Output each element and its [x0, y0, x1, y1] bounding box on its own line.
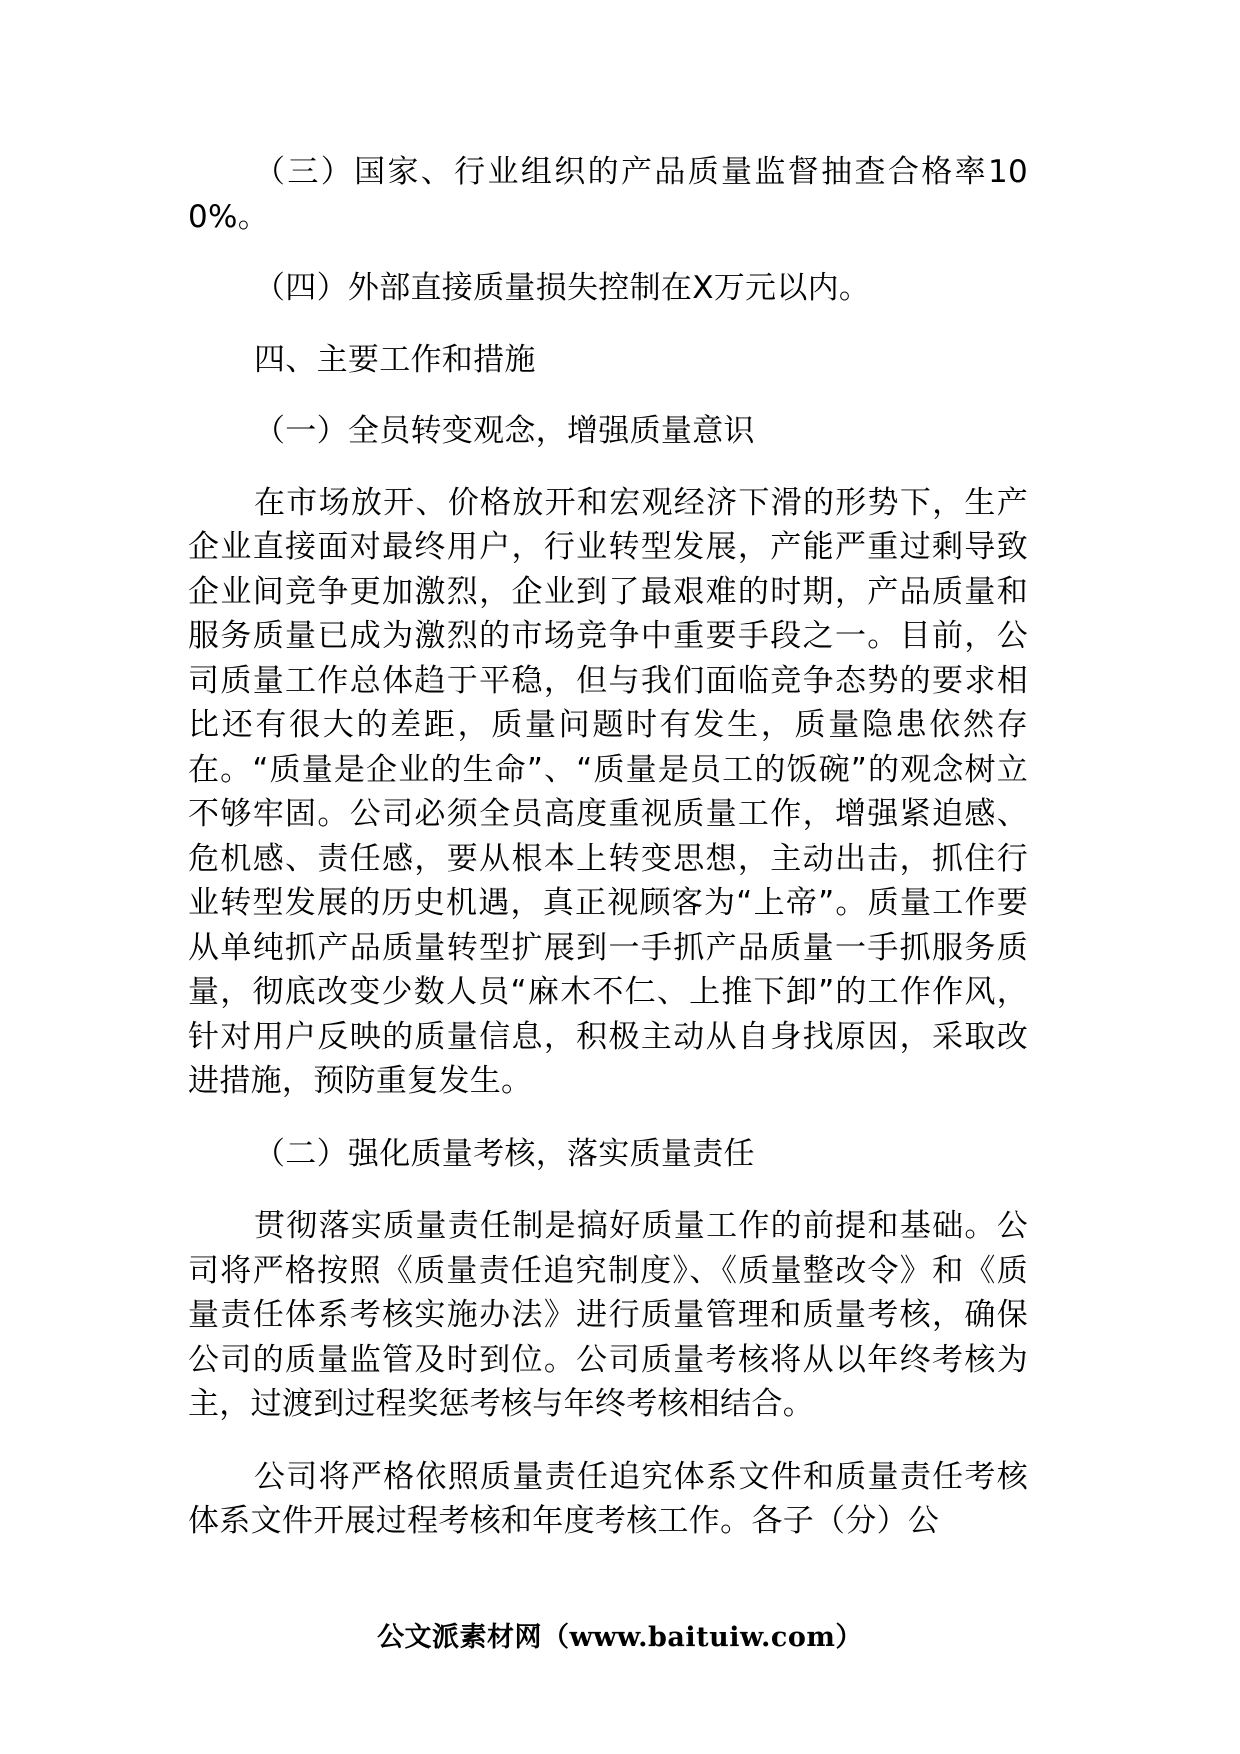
goal-paragraph-4: （四）外部直接质量损失控制在X万元以内。: [254, 270, 871, 306]
goal-paragraph-3: （三）国家、行业组织的产品质量监督抽查合格率100%。: [188, 154, 1028, 235]
footer-watermark: 公文派素材网（www.baituiw.com）: [377, 1622, 863, 1653]
body-paragraph-quality-awareness: 在市场放开、价格放开和宏观经济下滑的形势下，生产企业直接面对最终用户，行业转型发展，产能严重过剩导致企业间竞争更加激烈，企业到了最艰难的时期，产品质量和服务质量已成为激烈的市场竞争中重要手段之一。目前，公司质量工作总体趋于平稳，但与我们面临竞争态势的要求相比还有很大的差距，质量问题时有发生，质量隐患依然存在。“质量是企业的生命”、“质量是员工的饭碗”的观念树立不够牢固。公司必须全员高度重视质量工作，增强紧迫感、危机感、责任感，要从根本上转变思想，主动出击，抓住行业转型发展的历史机遇，真正视顾客为“上帝”。质量工作要从单纯抓产品质量转型扩展到一手抓产品质量一手抓服务质量，彻底改变少数人员“麻木不仁、上推下卸”的工作作风，针对用户反映的质量信息，积极主动从自身找原因，采取改进措施，预防重复发生。: [188, 484, 1028, 1099]
section-heading-main-measures: 四、主要工作和措施: [254, 341, 536, 378]
subheading-quality-assessment: （二）强化质量考核，落实质量责任: [254, 1135, 755, 1172]
subheading-change-concepts: （一）全员转变观念，增强质量意识: [254, 413, 755, 449]
body-paragraph-quality-responsibility: 贯彻落实质量责任制是搞好质量工作的前提和基础。公司将严格按照《质量责任追究制度》、《质量整改令》和《质量责任体系考核实施办法》进行质量管理和质量考核，确保公司的质量监管及时到位。公司质量考核将从以年终考核为主，过渡到过程奖惩考核与年终考核相结合。: [188, 1208, 1028, 1422]
document-body: [188, 150, 1028, 1544]
body-paragraph-assessment-work: 公司将严格依照质量责任追究体系文件和质量责任考核体系文件开展过程考核和年度考核工作。各子（分）公: [188, 1458, 1028, 1539]
